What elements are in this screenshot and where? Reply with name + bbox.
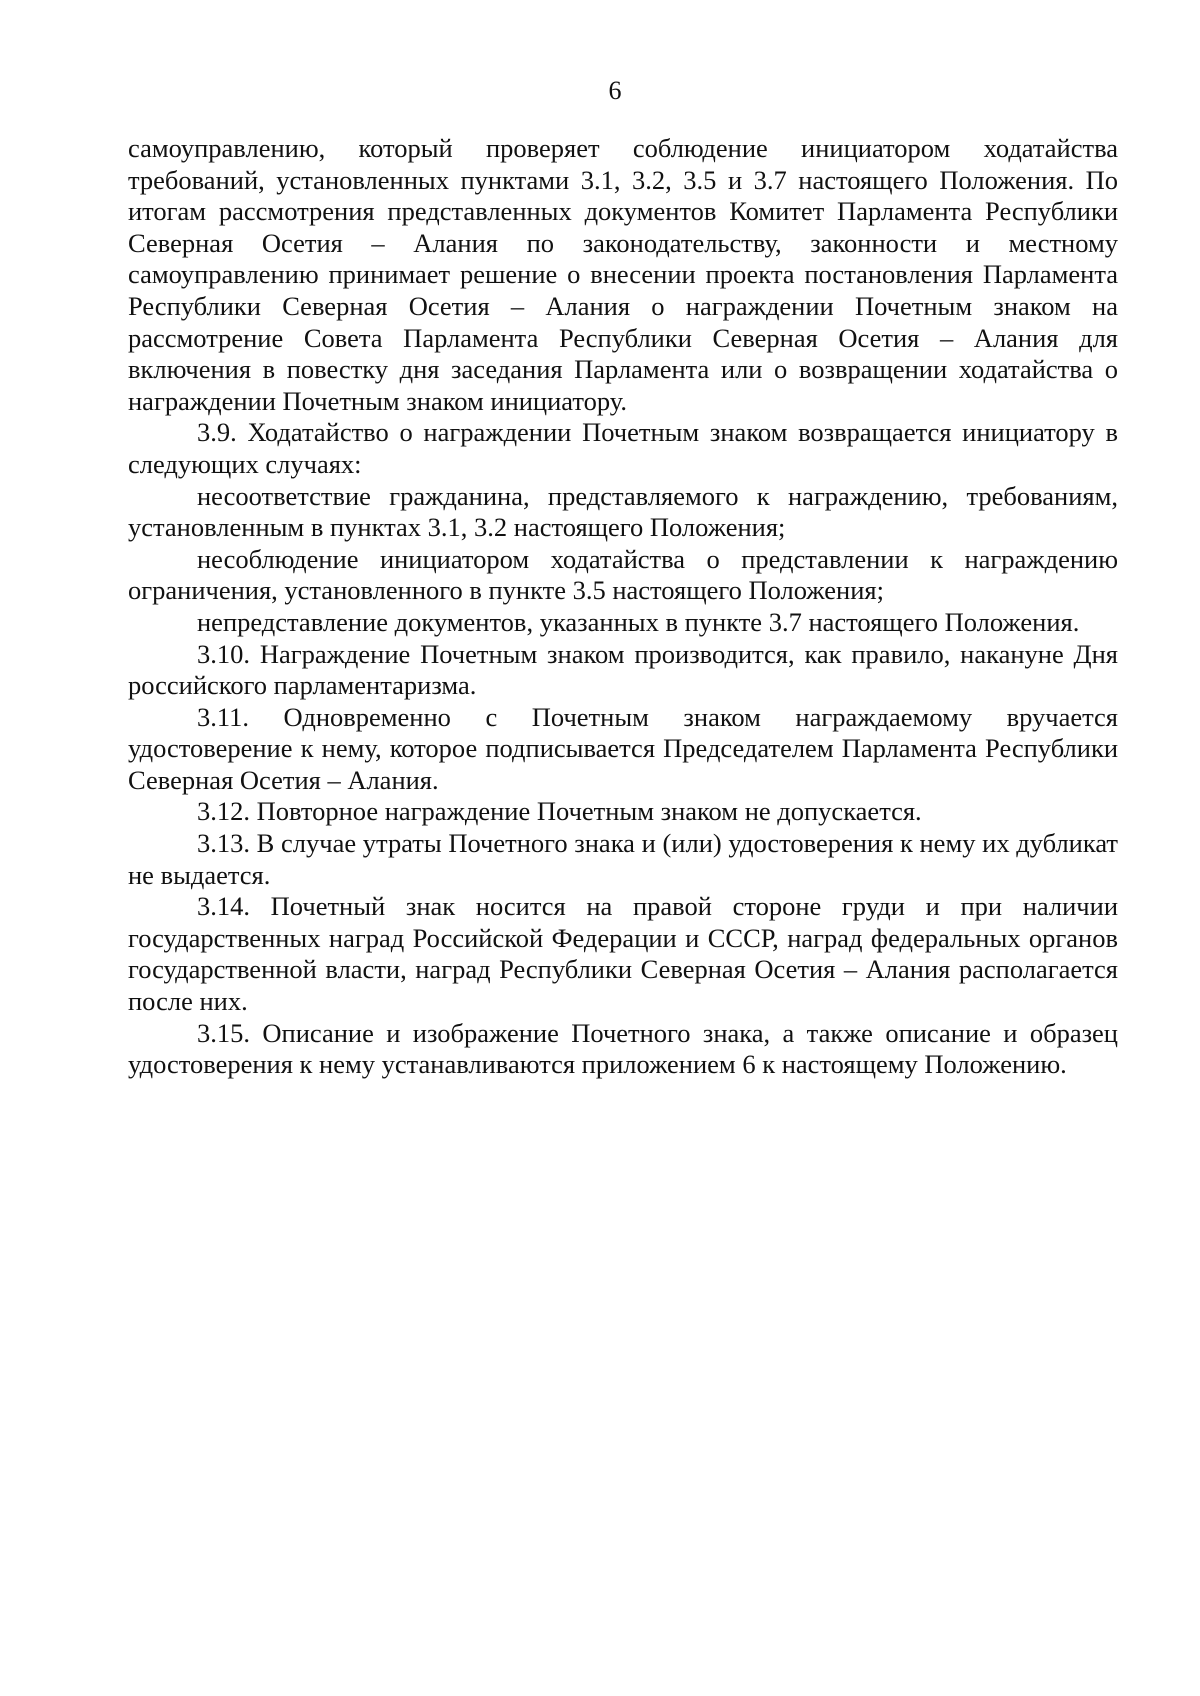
paragraph-3-15: 3.15. Описание и изображение Почетного знака, а также описание и образец удостоверения к нему устанавливаются приложением 6 к настоящему Положению.: [128, 1017, 1118, 1080]
paragraph-3-9: 3.9. Ходатайство о награждении Почетным знаком возвращается инициатору в следующих случаях:: [128, 417, 1118, 479]
paragraph-3-10: 3.10. Награждение Почетным знаком производится, как правило, накануне Дня российского парламентаризма.: [128, 638, 1118, 701]
paragraph-continuation: самоуправлению, который проверяет соблюдение инициатором ходатайства требований, установленных пунктами 3.1, 3.2, 3.5 и 3.7 настоящего Положения. По итогам рассмотрения представленных документов Комитет Парламента Республики Северная Осетия – Алания по законодательству, законности и местному самоуправлению принимает решение о внесении проекта постановления Парламента Республики Северная Осетия – Алания о награждении Почетным знаком на рассмотрение Совета Парламента Республики Северная Осетия – Алания для включения в повестку дня заседания Парламента или о возвращении ходатайства о награждении Почетным знаком инициатору.: [128, 133, 1118, 416]
document-body: [128, 133, 1118, 1081]
paragraph-3-11: 3.11. Одновременно с Почетным знаком награждаемому вручается удостоверение к нему, которое подписывается Председателем Парламента Республики Северная Осетия – Алания.: [128, 701, 1118, 795]
paragraph-3-13: 3.13. В случае утраты Почетного знака и (или) удостоверения к нему их дубликат не выдается.: [128, 828, 1118, 890]
page-number: 6: [608, 76, 622, 105]
paragraph-case-3: непредставление документов, указанных в пункте 3.7 настоящего Положения.: [197, 606, 1080, 637]
paragraph-case-2: несоблюдение инициатором ходатайства о представлении к награждению ограничения, установленного в пункте 3.5 настоящего Положения;: [128, 543, 1118, 606]
paragraph-3-14: 3.14. Почетный знак носится на правой стороне груди и при наличии государственных наград Российской Федерации и СССР, наград федеральных органов государственной власти, наград Республики Северная Осетия – Алания располагается после них.: [128, 891, 1118, 1017]
paragraph-case-1: несоответствие гражданина, представляемого к награждению, требованиям, установленным в пунктах 3.1, 3.2 настоящего Положения;: [128, 480, 1118, 543]
paragraph-3-12: 3.12. Повторное награждение Почетным знаком не допускается.: [197, 796, 922, 827]
